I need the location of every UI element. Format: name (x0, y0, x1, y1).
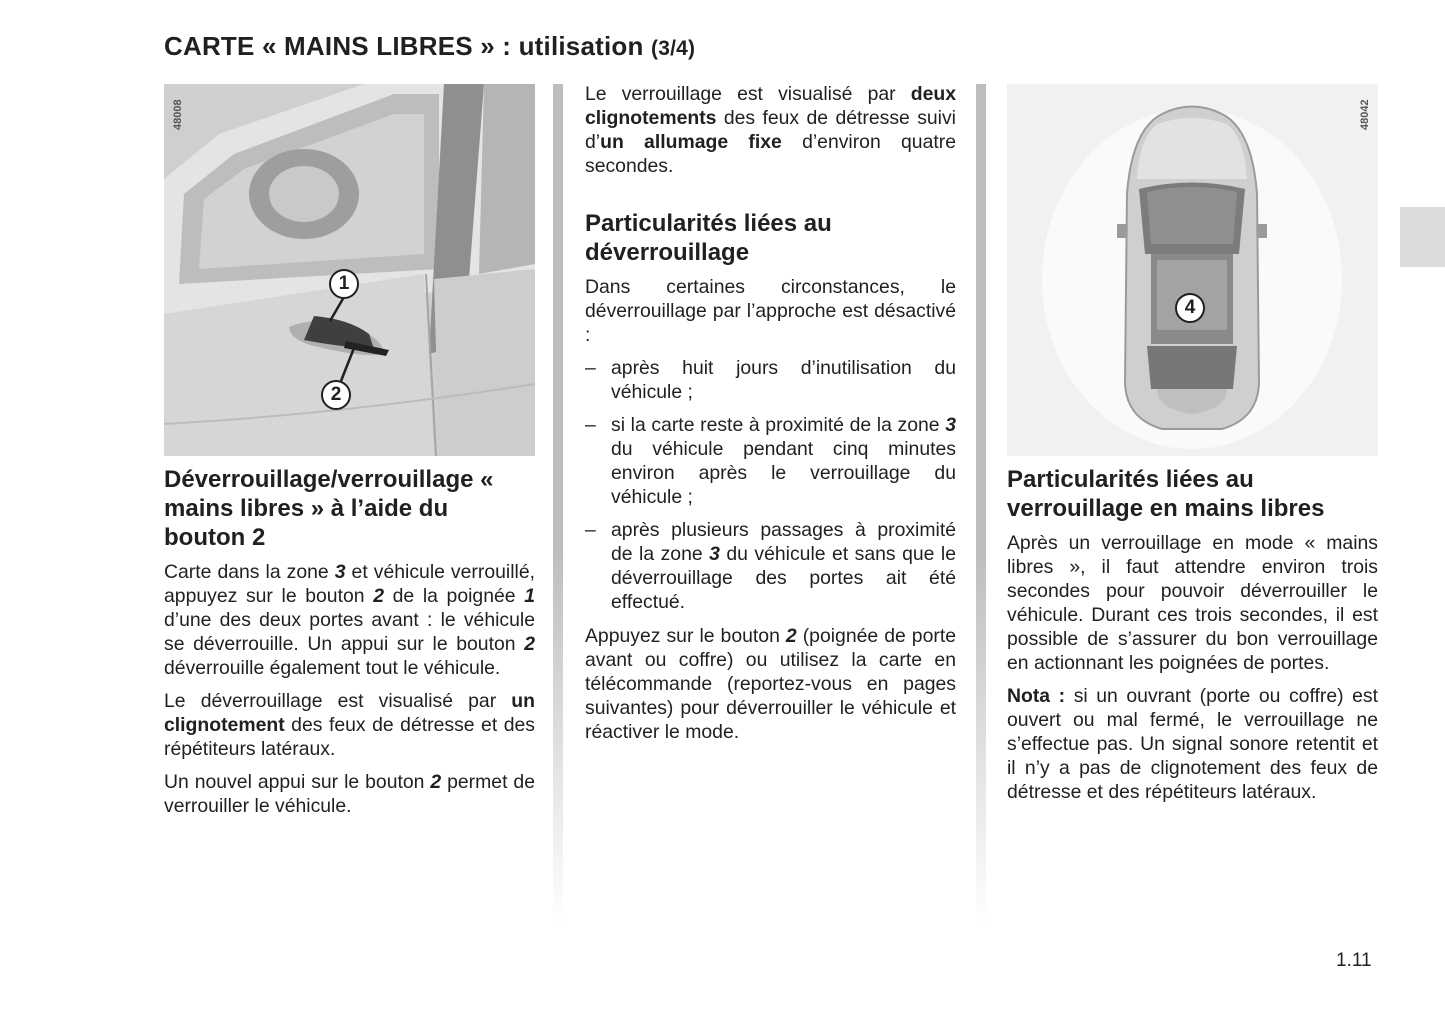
paragraph: Nota : si un ouvrant (porte ou coffre) est ouvert ou mal fermé, le verrouillage ne s’effectue pas. Un signal sonore retentit et il n’y a pas de clignotement des feux de détresse et des répétiteurs latéraux. (1007, 685, 1379, 803)
column-left (164, 84, 535, 827)
section-heading: Particularités liées au verrouillage en mains libres (1007, 466, 1325, 522)
paragraph: Carte dans la zone 3 et véhicule verrouillé, appuyez sur le bouton 2 de la poignée 1 d’une des deux portes avant : le véhicule se déverrouille. Un appui sur le bouton 2 déverrouille également tout le véhicule. (164, 561, 535, 679)
callout-2: 2 (321, 380, 351, 410)
car-top-view-drawing (1007, 84, 1378, 456)
condition-list (585, 356, 956, 614)
section-heading: Déverrouillage/verrouillage « mains libres » à l’aide du bouton 2 (164, 466, 494, 551)
paragraph: Dans certaines circonstances, le déverrouillage par l’approche est désactivé : (585, 276, 956, 346)
callout-4: 4 (1175, 293, 1205, 323)
door-handle-illustration (164, 84, 535, 456)
column-separator (553, 84, 563, 924)
callout-1: 1 (329, 269, 359, 299)
list-item: – après plusieurs passages à proximité de la zone 3 du véhicule et sans que le déverrouillage des portes ait été effectué. (585, 518, 956, 614)
section-heading: Particularités liées au déverrouillage (585, 210, 832, 266)
car-top-view-illustration (1007, 84, 1378, 456)
column-right (1007, 84, 1378, 813)
section-tab (1400, 207, 1445, 267)
column-separator (976, 84, 986, 924)
page-part: (3/4) (651, 37, 696, 60)
paragraph: Un nouvel appui sur le bouton 2 permet de verrouiller le véhicule. (164, 771, 535, 817)
paragraph: Le verrouillage est visualisé par deux clignotements des feux de détresse suivi d’un allumage fixe d’environ quatre secondes. (585, 83, 956, 177)
page-title: CARTE « MAINS LIBRES » : utilisation (3/4) (164, 31, 696, 61)
figure-code: 48042 (1359, 99, 1371, 130)
list-item: – si la carte reste à proximité de la zone 3 du véhicule pendant cinq minutes environ après le verrouillage du véhicule ; (585, 413, 956, 509)
figure-code: 48008 (172, 99, 184, 130)
page-number: 1.11 (1336, 950, 1372, 971)
list-item: – après huit jours d’inutilisation du véhicule ; (585, 356, 956, 404)
paragraph: Appuyez sur le bouton 2 (poignée de porte avant ou coffre) ou utilisez la carte en télécommande (reportez-vous en pages suivantes) pour déverrouiller le véhicule et réactiver le mode. (585, 625, 956, 743)
paragraph: Le déverrouillage est visualisé par un clignotement des feux de détresse et des répétiteurs latéraux. (164, 690, 535, 760)
paragraph: Après un verrouillage en mode « mains libres », il faut attendre environ trois secondes pour pouvoir déverrouiller le véhicule. Durant ces trois secondes, il est possible de s’assurer du bon verrouillage en actionnant les poignées de portes. (1007, 532, 1378, 674)
column-middle (585, 82, 956, 753)
